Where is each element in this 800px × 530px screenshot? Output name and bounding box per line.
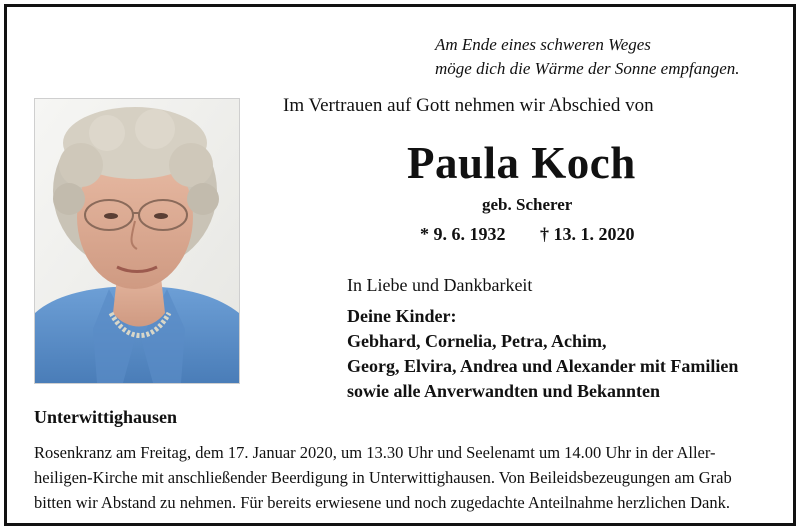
motto — [435, 33, 740, 81]
maiden-name: geb. Scherer — [482, 195, 573, 214]
motto-line: Am Ende eines schweren Weges — [435, 35, 651, 54]
notice-line: Rosenkranz am Freitag, dem 17. Januar 2020, um 13.30 Uhr und Seelenamt um 14.00 Uhr in der Aller- — [34, 443, 716, 462]
intro-text: Im Vertrauen auf Gott nehmen wir Abschied von — [283, 95, 654, 116]
death-date: † 13. 1. 2020 — [540, 224, 635, 244]
motto-line: möge dich die Wärme der Sonne empfangen. — [435, 59, 740, 78]
thanks-text: In Liebe und Dankbarkeit — [347, 275, 533, 295]
portrait-photo — [34, 98, 240, 384]
life-dates — [420, 224, 635, 245]
mourners-line: sowie alle Anverwandten und Bekannten — [347, 381, 661, 401]
birth-date: * 9. 6. 1932 — [420, 224, 506, 244]
mourners-line: Gebhard, Cornelia, Petra, Achim, — [347, 331, 607, 351]
notice-line: heiligen-Kirche mit anschließender Beerdigung in Unterwittighausen. Von Beileidsbezeugungen am Grab — [34, 468, 732, 487]
place-name: Unterwittighausen — [34, 407, 177, 427]
mourners-line: Deine Kinder: — [347, 306, 457, 326]
service-notice — [34, 440, 732, 515]
deceased-name: Paula Koch — [407, 138, 636, 188]
portrait-image — [35, 99, 239, 383]
mourners-list — [347, 304, 738, 404]
obituary-frame — [4, 4, 796, 526]
mourners-line: Georg, Elvira, Andrea und Alexander mit Familien — [347, 356, 739, 376]
notice-line: bitten wir Abstand zu nehmen. Für bereits erwiesene und noch zugedachte Anteilnahme herzlichen Dank. — [34, 493, 730, 512]
